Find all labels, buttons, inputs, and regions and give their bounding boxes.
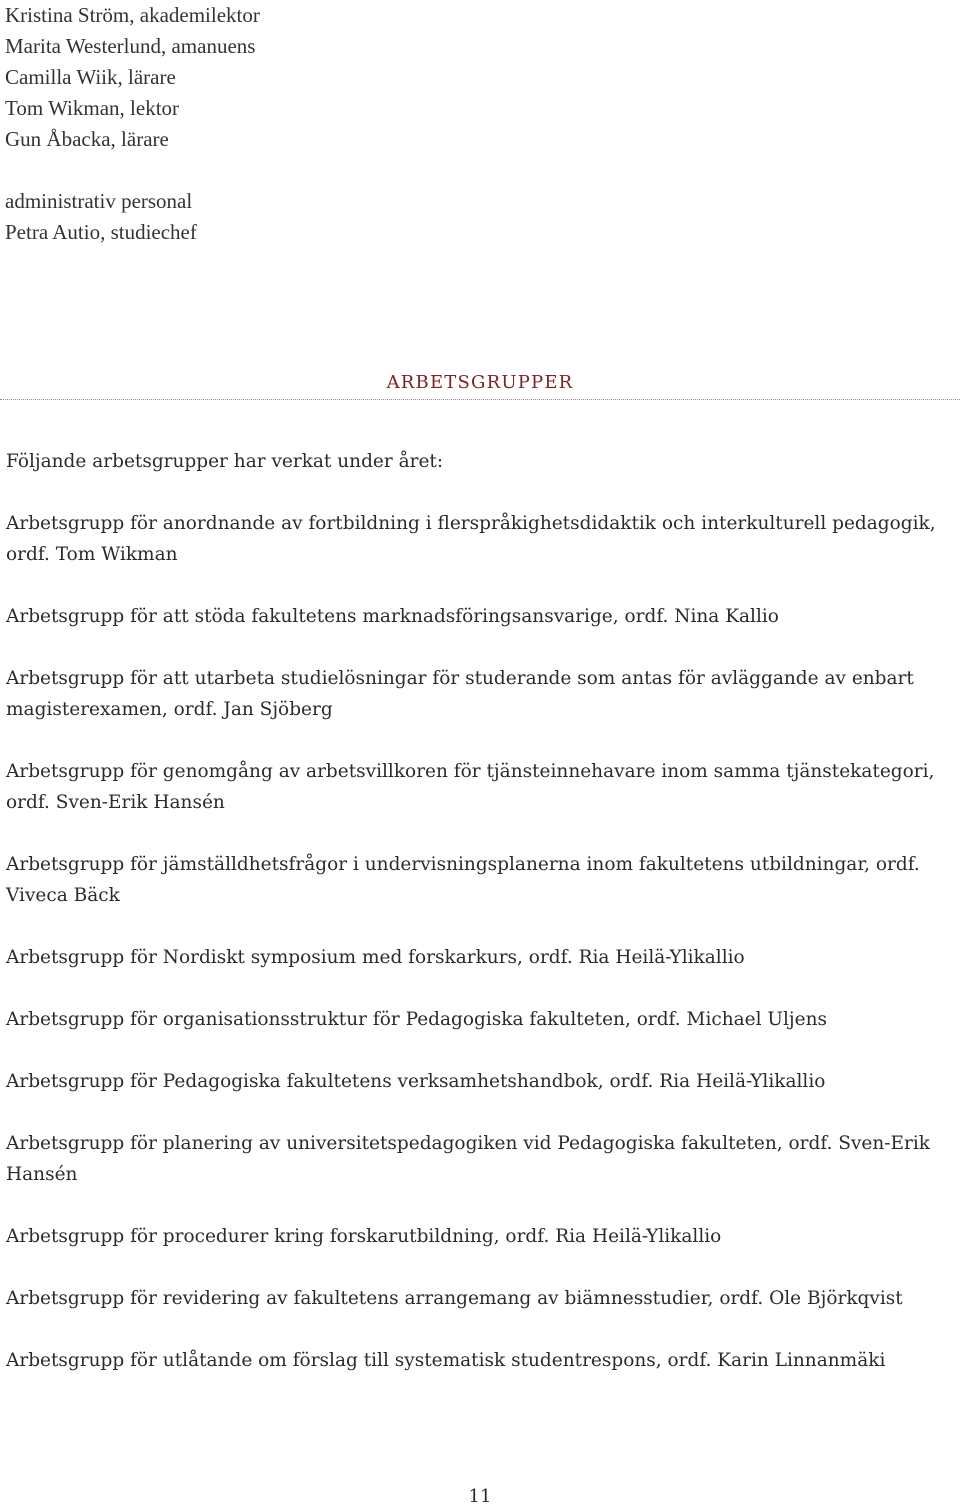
working-group-item: Arbetsgrupp för genomgång av arbetsvillkoren för tjänsteinnehavare inom samma tjänstekategori, ordf. Sven-Erik Hansén (6, 761, 935, 813)
working-group-item: Arbetsgrupp för att utarbeta studielösningar för studerande som antas för avläggande av enbart magisterexamen, ordf. Jan Sjöberg (6, 668, 914, 720)
staff-member: Camilla Wiik, lärare (5, 65, 176, 89)
working-group-item: Arbetsgrupp för Pedagogiska fakultetens verksamhetshandbok, ordf. Ria Heilä-Ylikallio (6, 1071, 826, 1092)
admin-staff-heading: administrativ personal (5, 189, 193, 213)
working-groups (6, 446, 956, 1407)
page-number: 11 (468, 1486, 492, 1507)
staff-member: Marita Westerlund, amanuens (5, 34, 256, 58)
working-group-item: Arbetsgrupp för jämställdhetsfrågor i undervisningsplanerna inom fakultetens utbildningar, ordf. Viveca Bäck (6, 854, 920, 906)
working-group-item: Arbetsgrupp för att stöda fakultetens marknadsföringsansvarige, ordf. Nina Kallio (6, 606, 779, 627)
working-group-item: Arbetsgrupp för procedurer kring forskarutbildning, ordf. Ria Heilä-Ylikallio (6, 1226, 722, 1247)
staff-member: Petra Autio, studiechef (5, 220, 197, 244)
working-group-item: Arbetsgrupp för utlåtande om förslag till systematisk studentrespons, ordf. Karin Linnanmäki (6, 1350, 886, 1371)
section-intro: Följande arbetsgrupper har verkat under året: (6, 451, 444, 472)
working-group-item: Arbetsgrupp för anordnande av fortbildning i flerspråkighetsdidaktik och interkulturell pedagogik, ordf. Tom Wikman (6, 513, 936, 565)
spacer (5, 155, 260, 186)
working-group-item: Arbetsgrupp för planering av universitetspedagogiken vid Pedagogiska fakulteten, ordf. Sven-Erik Hansén (6, 1133, 931, 1185)
staff-list (5, 0, 260, 248)
working-group-item: Arbetsgrupp för Nordiskt symposium med forskarkurs, ordf. Ria Heilä-Ylikallio (6, 947, 745, 968)
heading-divider (0, 399, 960, 400)
working-group-item: Arbetsgrupp för organisationsstruktur för Pedagogiska fakulteten, ordf. Michael Uljens (6, 1009, 828, 1030)
staff-member: Gun Åbacka, lärare (5, 127, 169, 151)
section-heading: ARBETSGRUPPER (386, 372, 574, 393)
working-group-item: Arbetsgrupp för revidering av fakultetens arrangemang av biämnesstudier, ordf. Ole Björkqvist (6, 1288, 903, 1309)
staff-member: Kristina Ström, akademilektor (5, 3, 260, 27)
staff-member: Tom Wikman, lektor (5, 96, 180, 120)
